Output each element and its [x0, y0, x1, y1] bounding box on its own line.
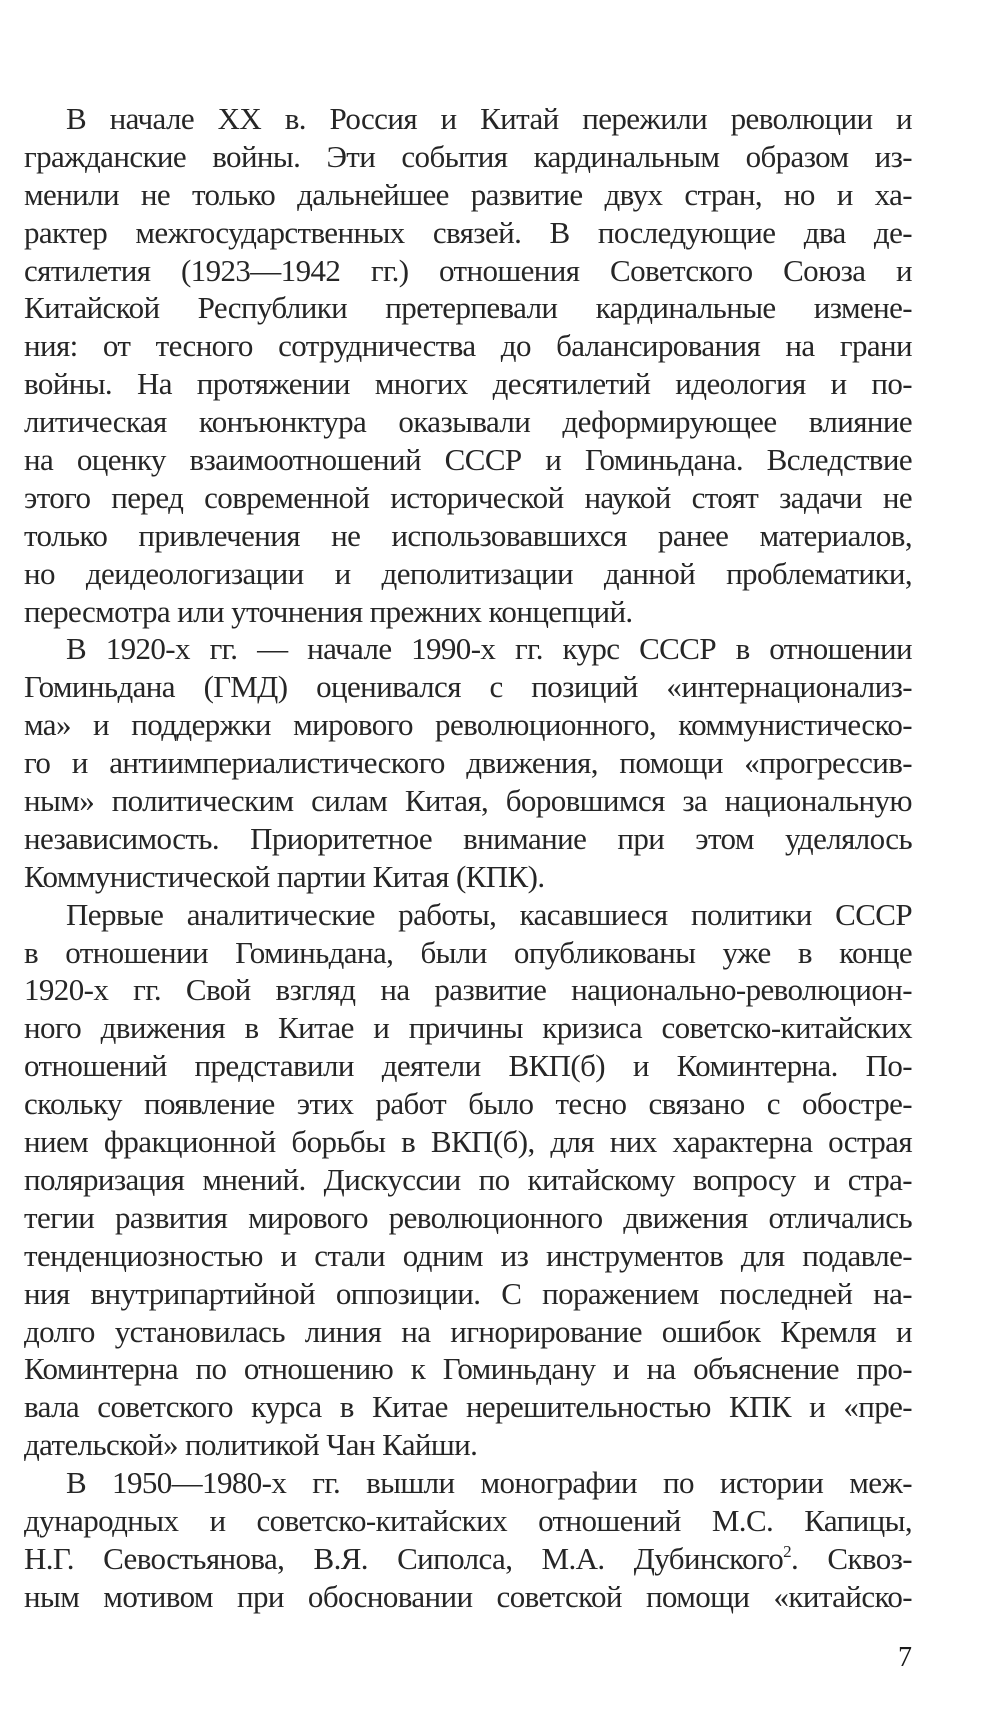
text-line: ным мотивом при обосновании советской помощи «китайско-	[24, 1578, 912, 1614]
text-line: независимость. Приоритетное внимание при этом уделялось	[24, 820, 912, 856]
text-line: сятилетия (1923—1942 гг.) отношения Советского Союза и	[24, 252, 912, 288]
text-line: тегии развития мирового революционного движения отличались	[24, 1199, 912, 1235]
text-line: нием фракционной борьбы в ВКП(б), для них характерна острая	[24, 1124, 912, 1160]
paragraph-1	[24, 100, 912, 630]
text-line: вала советского курса в Китае нерешительностью КПК и «пре-	[24, 1389, 912, 1425]
text-line: Первые аналитические работы, касавшиеся политики СССР	[66, 896, 912, 932]
text-line: ным» политическим силам Китая, боровшимся за национальную	[24, 783, 912, 819]
text-line: пересмотра или уточнения прежних концепций.	[24, 593, 633, 629]
text-line: ния внутрипартийной оппозиции. С поражением последней на-	[24, 1275, 912, 1311]
text-line: дательской» политикой Чан Кайши.	[24, 1427, 478, 1463]
paragraph-3	[24, 896, 912, 1464]
text-line: в отношении Гоминьдана, были опубликованы уже в конце	[24, 934, 912, 970]
text-line: войны. На протяжении многих десятилетий идеология и по-	[24, 366, 912, 402]
text-line: Китайской Республики претерпевали кардинальные измене-	[24, 290, 912, 326]
text-line: Коммунистической партии Китая (КПК).	[24, 858, 545, 894]
text-line: литическая конъюнктура оказывали деформирующее влияние	[24, 404, 912, 440]
text-line: рактер межгосударственных связей. В последующие два де-	[24, 214, 912, 250]
text-line: отношений представили деятели ВКП(б) и Коминтерна. По-	[24, 1048, 912, 1084]
body-text	[24, 100, 912, 1616]
text-line: дународных и советско-китайских отношений М.С. Капицы,	[24, 1502, 912, 1538]
text-line: поляризация мнений. Дискуссии по китайскому вопросу и стра-	[24, 1161, 912, 1197]
text-line: только привлечения не использовавшихся ранее материалов,	[24, 517, 912, 553]
text-line: ного движения в Китае и причины кризиса советско-китайских	[24, 1010, 912, 1046]
text-line: гражданские войны. Эти события кардинальным образом из-	[24, 138, 912, 174]
text-line: го и антиимпериалистического движения, помощи «прогрессив-	[24, 745, 912, 781]
text-line: скольку появление этих работ было тесно связано с обостре-	[24, 1086, 912, 1122]
text-line: но деидеологизации и деполитизации данной проблематики,	[24, 555, 912, 591]
text-line: на оценку взаимоотношений СССР и Гоминьдана. Вследствие	[24, 442, 912, 478]
text-line: 1920-х гг. Свой взгляд на развитие национально-революцион-	[24, 972, 912, 1008]
paragraph-2	[24, 630, 912, 895]
text-line: ния: от тесного сотрудничества до балансирования на грани	[24, 328, 912, 364]
text-line: В начале XX в. Россия и Китай пережили революции и	[66, 101, 912, 136]
text-line: долго установилась линия на игнорирование ошибок Кремля и	[24, 1313, 912, 1349]
footnote-reference[interactable]: 2	[783, 1541, 792, 1561]
text-line: Гоминьдана (ГМД) оценивался с позиций «интернационализ-	[24, 669, 912, 705]
text-segment: Н.Г. Севостьянова, В.Я. Сиполса, М.А. Дубинского	[24, 1540, 784, 1576]
text-segment: . Сквоз-	[791, 1540, 912, 1576]
text-line	[24, 1540, 912, 1578]
text-line: В 1920-х гг. — начале 1990-х гг. курс СССР в отношении	[66, 631, 912, 667]
text-line: тенденциозностью и стали одним из инструментов для подавле-	[24, 1237, 912, 1273]
paragraph-4	[24, 1464, 912, 1616]
text-line: В 1950—1980-х гг. вышли монографии по истории меж-	[66, 1465, 912, 1501]
text-line: этого перед современной исторической наукой стоят задачи не	[24, 479, 912, 515]
text-line: Коминтерна по отношению к Гоминьдану и на объяснение про-	[24, 1351, 912, 1387]
page-number: 7	[898, 1642, 912, 1673]
text-line: менили не только дальнейшее развитие двух стран, но и ха-	[24, 176, 912, 212]
text-line: ма» и поддержки мирового революционного, коммунистическо-	[24, 707, 912, 743]
